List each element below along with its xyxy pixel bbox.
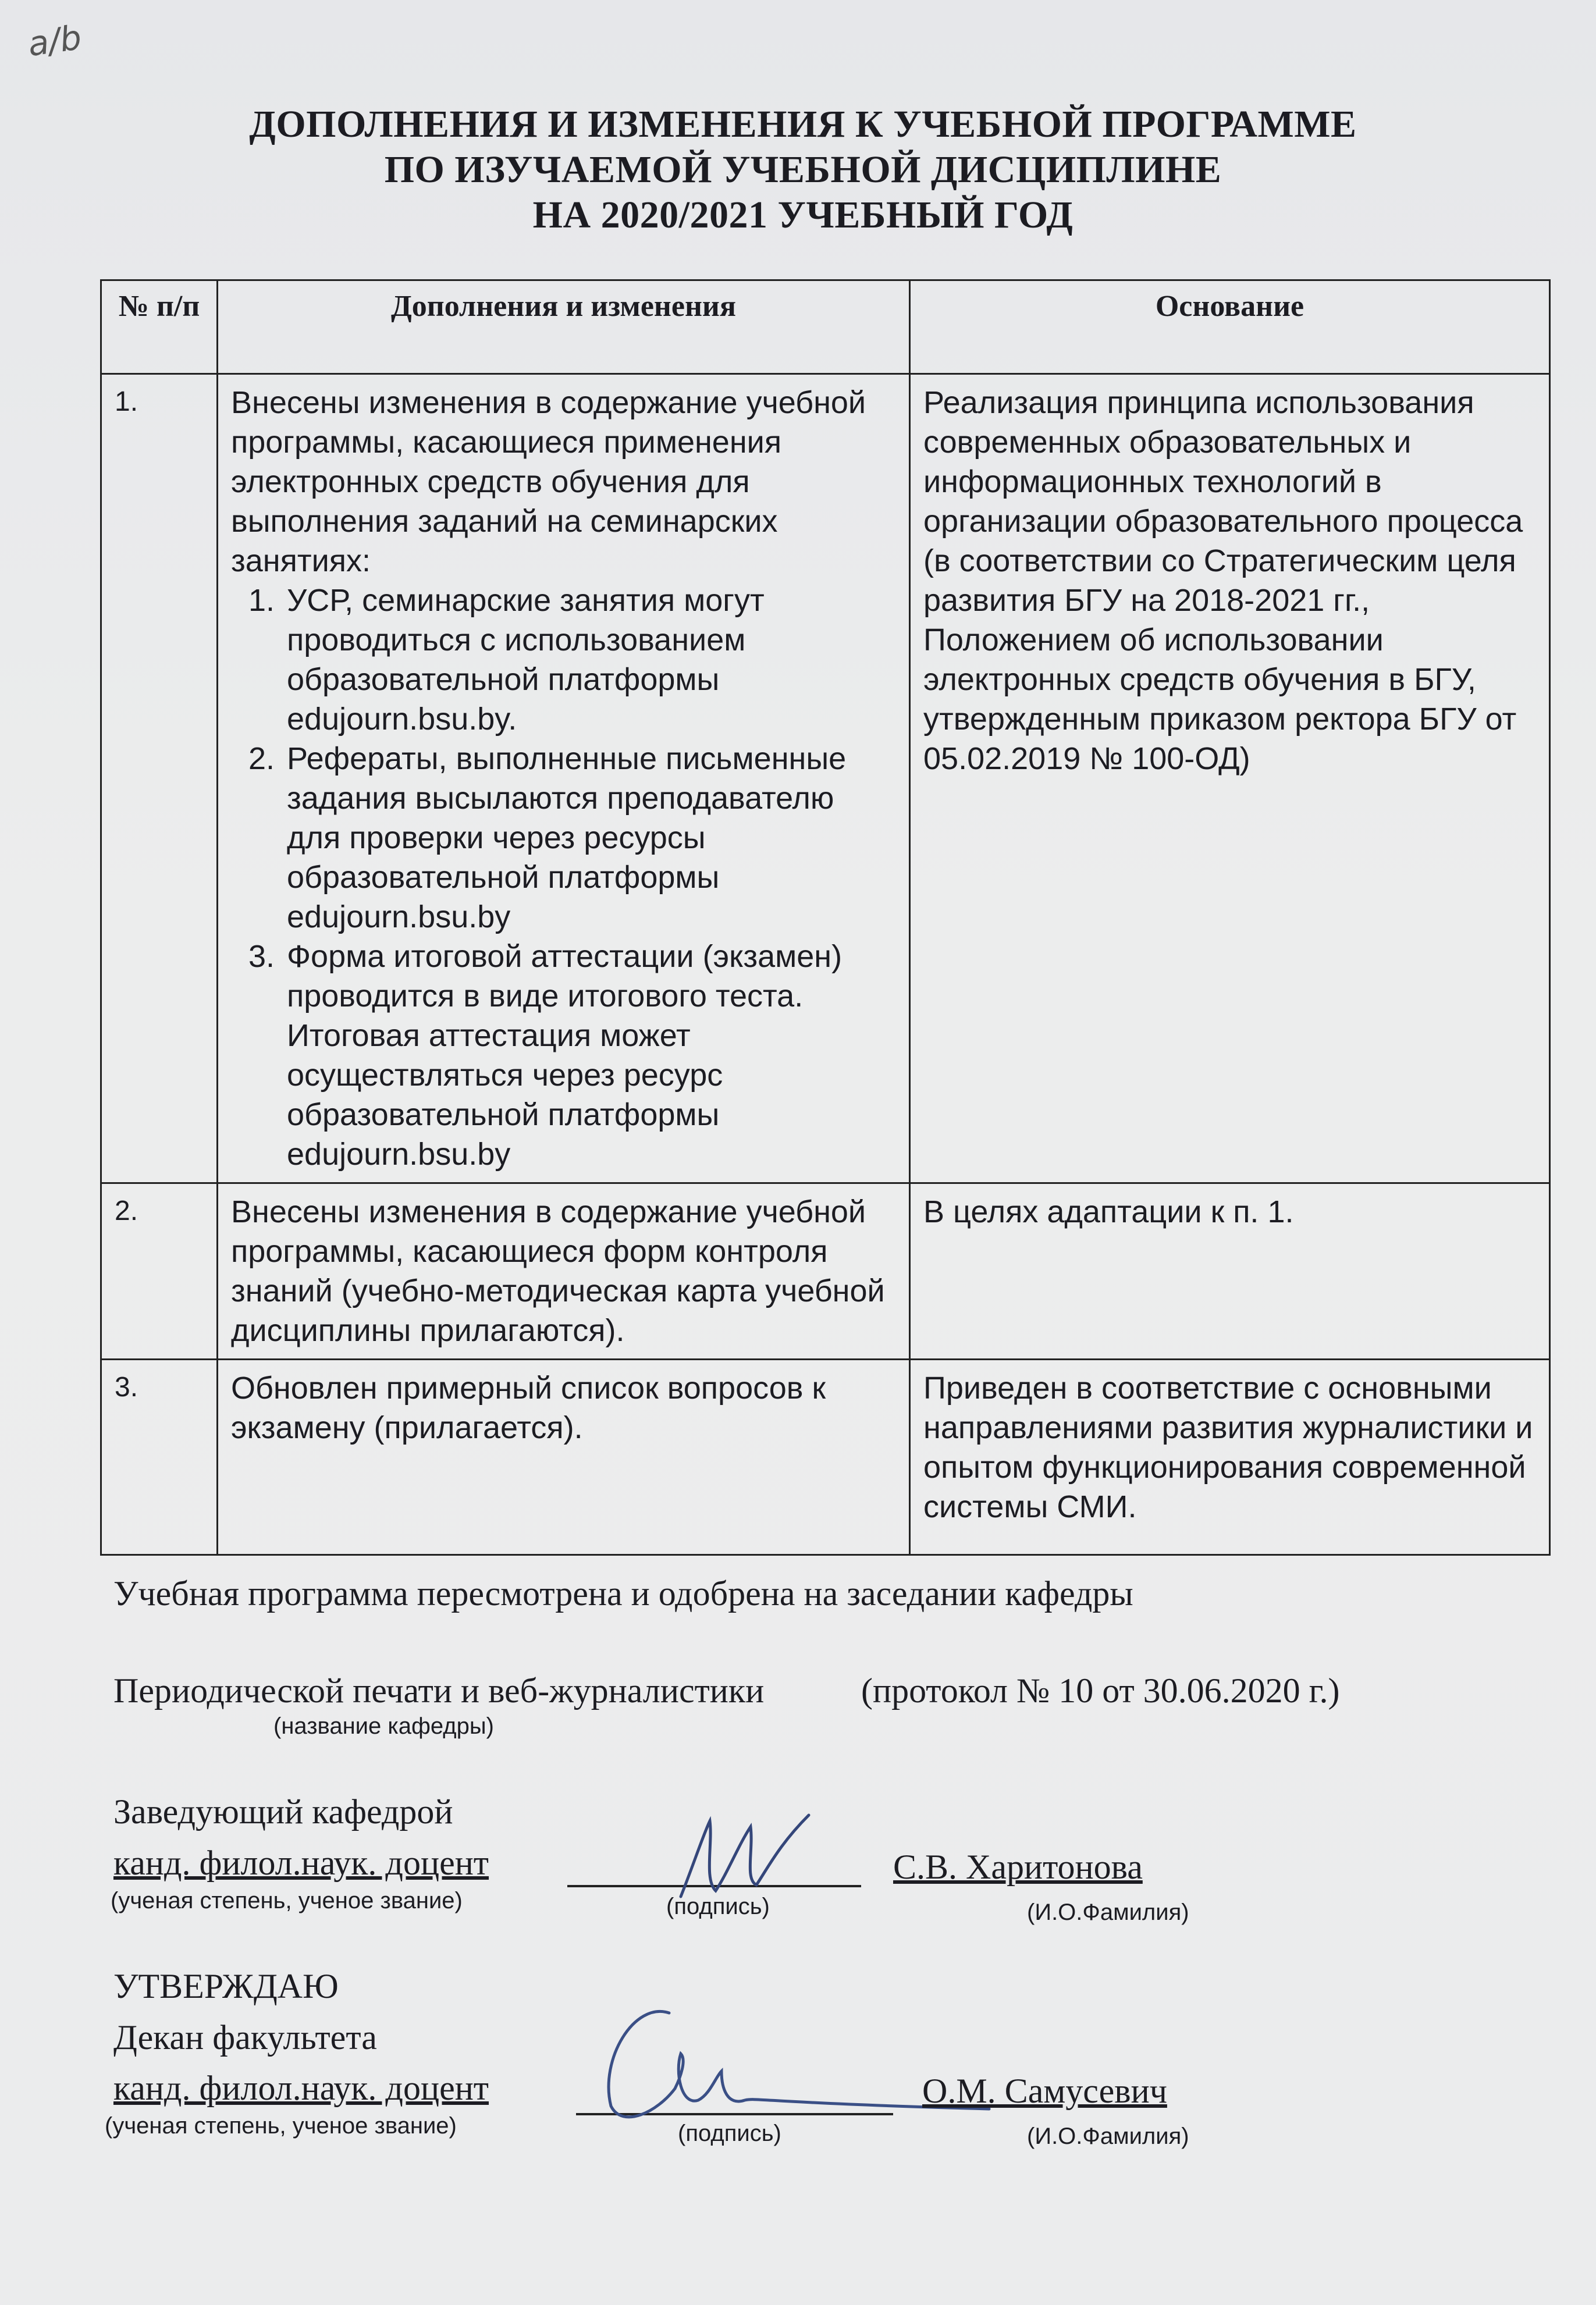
changes-table <box>100 279 1551 1556</box>
dean-name-caption: (И.О.Фамилия) <box>1027 2123 1189 2149</box>
head-role: Заведующий кафедрой <box>113 1792 453 1831</box>
row-number: 1. <box>101 374 218 1183</box>
protocol-info: (протокол № 10 от 30.06.2020 г.) <box>861 1671 1340 1710</box>
head-signature-caption: (подпись) <box>666 1894 770 1919</box>
title-line-3: НА 2020/2021 УЧЕБНЫЙ ГОД <box>532 194 1074 236</box>
head-name-caption: (И.О.Фамилия) <box>1027 1900 1189 1925</box>
dean-role: Декан факультета <box>113 2018 377 2057</box>
corner-handwritten-mark: a/b <box>25 17 84 65</box>
head-degree: канд. филол.наук. доцент <box>113 1844 489 1882</box>
dean-signature-caption: (подпись) <box>678 2121 781 2146</box>
table-row <box>101 1360 1550 1555</box>
document-title <box>0 102 1596 238</box>
row-basis: В целях адаптации к п. 1. <box>910 1183 1550 1360</box>
approve-heading: УТВЕРЖДАЮ <box>113 1967 339 2005</box>
head-signature <box>669 1809 820 1902</box>
row-changes-cell <box>218 374 910 1183</box>
table-row <box>101 1183 1550 1360</box>
table-header-row <box>101 280 1550 374</box>
list-item: 3. Форма итоговой аттестации (экзамен) проводится в виде итогового теста. Итоговая аттестация может осуществляться через ресурс образовательной платформы edujourn.bsu.by <box>283 937 896 1174</box>
dean-name: О.М. Самусевич <box>922 2072 1167 2110</box>
row-basis: Реализация принципа использования современных образовательных и информационных технологий в организации образовательного процесса (в соответствии со Стратегическим целя развития БГУ на 2018-2021 гг., Положением об использовании электронных средств обучения в БГУ, утвержденным приказом ректора БГУ от 05.02.2019 № 100-ОД) <box>910 374 1550 1183</box>
head-degree-caption: (ученая степень, ученое звание) <box>111 1888 463 1913</box>
department-name: Периодической печати и веб-журналистики <box>113 1671 765 1710</box>
title-line-1: ДОПОЛНЕНИЯ И ИЗМЕНЕНИЯ К УЧЕБНОЙ ПРОГРАММЕ <box>249 103 1357 145</box>
row-changes: Обновлен примерный список вопросов к экзамену (прилагается). <box>218 1360 910 1555</box>
head-name: С.В. Харитонова <box>893 1848 1143 1886</box>
dean-degree: канд. филол.наук. доцент <box>113 2069 489 2107</box>
row-number: 2. <box>101 1183 218 1360</box>
table-row <box>101 374 1550 1183</box>
department-caption: (название кафедры) <box>273 1713 494 1739</box>
title-line-2: ПО ИЗУЧАЕМОЙ УЧЕБНОЙ ДИСЦИПЛИНЕ <box>384 148 1222 191</box>
header-changes: Дополнения и изменения <box>218 280 910 374</box>
row-changes: Внесены изменения в содержание учебной программы, касающиеся форм контроля знаний (учебно-методическая карта учебной дисциплины прилагаются). <box>218 1183 910 1360</box>
row-number: 3. <box>101 1360 218 1555</box>
row-basis: Приведен в соответствие с основными направлениями развития журналистики и опытом функционирования современной системы СМИ. <box>910 1360 1550 1555</box>
row-changes-intro: Внесены изменения в содержание учебной программы, касающиеся применения электронных средств обучения для выполнения заданий на семинарских занятиях: <box>231 385 866 578</box>
approval-statement: Учебная программа пересмотрена и одобрена на заседании кафедры <box>113 1574 1133 1613</box>
changes-list <box>231 581 896 1174</box>
header-basis: Основание <box>910 280 1550 374</box>
dean-signature <box>582 1990 1001 2135</box>
header-num: № п/п <box>101 280 218 374</box>
list-item: 1. УСР, семинарские занятия могут проводиться с использованием образовательной платформы edujourn.bsu.by. <box>283 581 896 739</box>
dean-degree-caption: (ученая степень, ученое звание) <box>105 2113 457 2139</box>
list-item: 2. Рефераты, выполненные письменные задания высылаются преподавателю для проверки через ресурсы образовательной платформы edujourn.bsu.by <box>283 739 896 937</box>
